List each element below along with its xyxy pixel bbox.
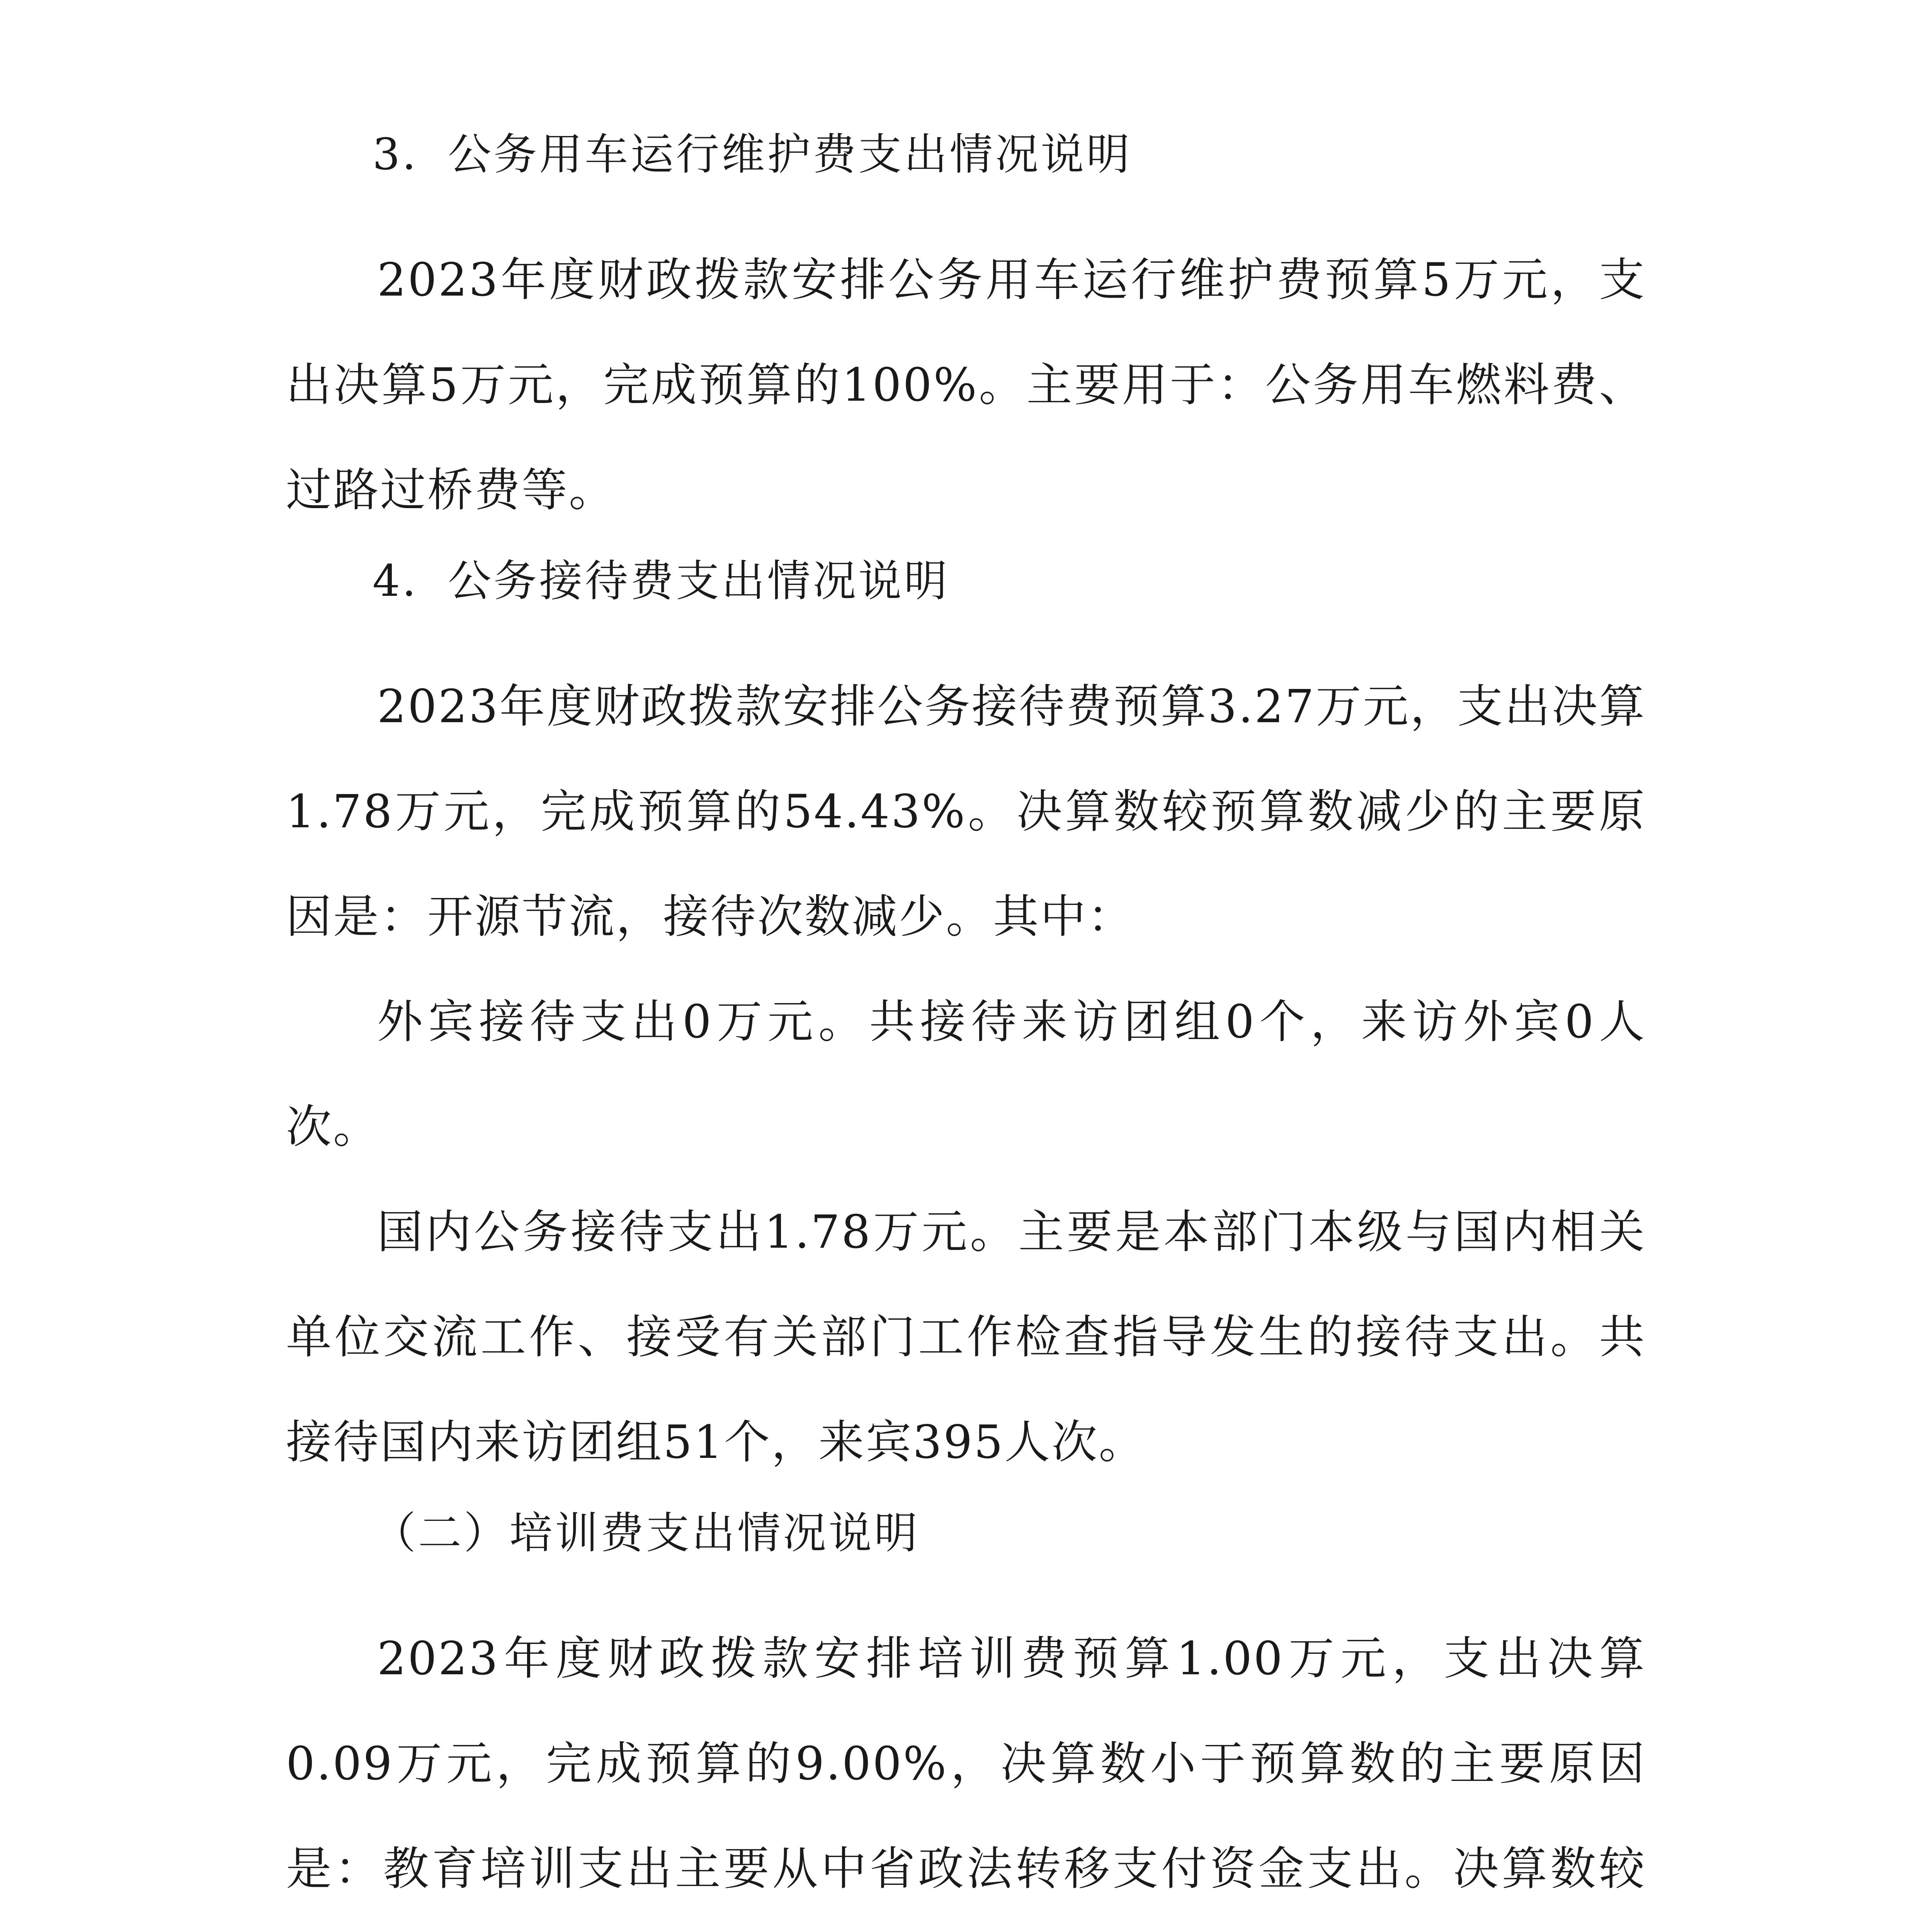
vehicle-maintenance-paragraph: 2023年度财政拨款安排公务用车运行维护费预算5万元，支出决算5万元，完成预算的100%。主要用于：公务用车燃料费、过路过桥费等。: [286, 253, 1646, 517]
training-paragraph: 2023年度财政拨款安排培训费预算1.00万元，支出决算0.09万元，完成预算的9.00%，决算数小于预算数的主要原因是：教育培训支出主要从中省政法转移支付资金支出。决算数较: [286, 1632, 1646, 1895]
domestic-reception-paragraph: 国内公务接待支出1.78万元。主要是本部门本级与国内相关单位交流工作、接受有关部门工作检查指导发生的接待支出。共接待国内来访团组51个，来宾395人次。: [286, 1205, 1646, 1469]
reception-heading: 4．公务接待费支出情况说明: [373, 556, 950, 606]
document-body: [286, 128, 1646, 1932]
training-heading: （二）培训费支出情况说明: [373, 1508, 920, 1558]
foreign-reception-paragraph: 外宾接待支出0万元。共接待来访团组0个，来访外宾0人次。: [286, 995, 1646, 1153]
reception-paragraph: 2023年度财政拨款安排公务接待费预算3.27万元，支出决算1.78万元，完成预算的54.43%。决算数较预算数减少的主要原因是：开源节流，接待次数减少。其中：: [286, 680, 1646, 943]
vehicle-maintenance-heading: 3．公务用车运行维护费支出情况说明: [373, 129, 1132, 180]
